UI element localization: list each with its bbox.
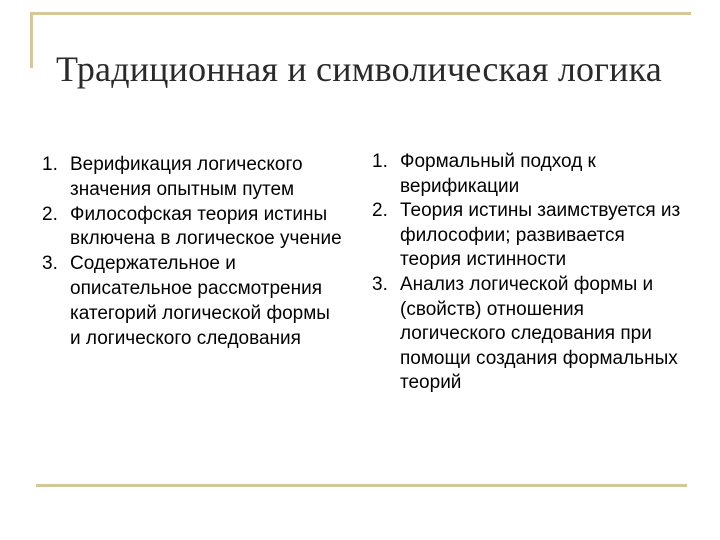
item-text: Верификация логического значения опытным путем bbox=[70, 154, 303, 200]
traditional-logic-list bbox=[42, 153, 342, 351]
item-number: 2. bbox=[42, 203, 58, 225]
list-item bbox=[42, 153, 342, 203]
item-text: Содержательное и описательное рассмотрения категорий логической формы и логического следования bbox=[70, 253, 330, 349]
item-number: 3. bbox=[372, 273, 388, 295]
bottom-border-line bbox=[36, 484, 687, 487]
item-text: Анализ логической формы и (свойств) отношения логического следования при помощи создания формальных теорий bbox=[400, 273, 678, 394]
list-item bbox=[372, 150, 682, 199]
item-text: Формальный подход к верификации bbox=[400, 151, 596, 197]
item-text: Теория истины заимствуется из философии; развивается теория истинности bbox=[400, 200, 681, 271]
list-item bbox=[42, 252, 342, 351]
list-item bbox=[372, 199, 682, 273]
top-border-line bbox=[30, 12, 691, 15]
symbolic-logic-list bbox=[372, 150, 682, 396]
item-number: 1. bbox=[372, 151, 388, 172]
item-number: 3. bbox=[42, 253, 58, 275]
left-border-line bbox=[30, 12, 33, 68]
list-item bbox=[42, 203, 342, 253]
list-item bbox=[372, 273, 682, 396]
item-text: Философская теория истины включена в логическое учение bbox=[70, 203, 342, 250]
item-number: 1. bbox=[42, 154, 58, 175]
slide-title: Традиционная и символическая логика bbox=[56, 49, 662, 90]
item-number: 2. bbox=[372, 200, 388, 222]
